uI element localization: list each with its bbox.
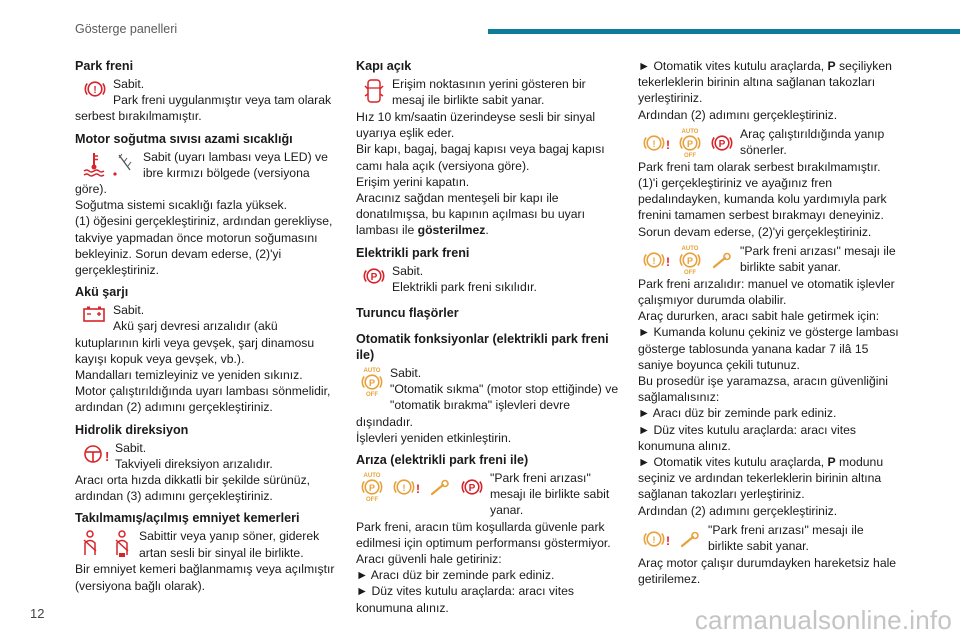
text-line: ► Düz vites kutulu araçlarda: aracı vites konumuna alınız. [638, 422, 856, 453]
section-title-kapi: Kapı açık [356, 59, 412, 73]
door-open-icon [362, 77, 386, 107]
text-line: Sabit. [390, 366, 422, 381]
svg-text:!: ! [652, 534, 656, 545]
svg-text:!: ! [402, 483, 406, 494]
text-line: Hız 10 km/saatin üzerindeyse sesli bir sinyal uyarıya eşlik eder. [356, 110, 596, 141]
emphasis-text: P [827, 455, 836, 470]
parking-brake-warning-icon [83, 77, 107, 101]
text-line: Elektrikli park freni sıkılıdır. [392, 279, 537, 294]
text-line: Sabit. [113, 77, 145, 91]
steering-wheel-warning-icon [81, 441, 109, 465]
text-line: Sabit. [115, 440, 147, 455]
brake-fault-amber-icon [642, 244, 670, 274]
header-accent-bar [488, 29, 960, 34]
text-line: ► Kumanda kolunu çekiniz ve gösterge lambası gösterge tablosunda yanana kadar 7 ilâ 15 saniye boyunca çekili tutunuz. [638, 325, 899, 372]
svg-text:!: ! [666, 254, 670, 269]
temperature-gauge-icon [111, 150, 137, 178]
brake-fault-amber-icon [392, 471, 420, 501]
text-line: Araç dururken, aracı sabit hale getirmek için: [638, 309, 880, 324]
svg-text:P: P [686, 138, 694, 149]
section-title-motor: Motor soğutma sıvısı azami sıcaklığı [75, 131, 293, 146]
electric-parking-brake-icon [710, 127, 734, 157]
seatbelt-icons [79, 529, 133, 559]
svg-text:P: P [468, 483, 476, 495]
off-label: OFF [684, 152, 696, 157]
text-line: Takviyeli direksiyon arızalıdır. [115, 456, 273, 471]
auto-label: AUTO [681, 245, 699, 252]
auto-label: AUTO [363, 368, 381, 375]
section-hidrolik [75, 440, 337, 505]
brake-fault-amber-icon [642, 127, 670, 157]
text-line: Aracı orta hızda dikkatli bir şekilde sürünüz, ardından (3) adımını gerçekleştiriniz. [75, 473, 311, 504]
text-line: Ardından (2) adımını gerçekleştiriniz. [638, 107, 838, 122]
brake-fault-amber-icon [642, 523, 670, 553]
off-label: OFF [684, 269, 696, 274]
section-title-turuncu: Turuncu flaşörler [356, 306, 459, 321]
text-line: Sabit (uyarı lambası veya LED) ve ibre kırmızı bölgede (versiyona göre). [75, 149, 328, 197]
text-line [356, 190, 620, 239]
wrench-icon [428, 471, 452, 501]
text-line: Motor çalıştırıldığında uyarı lambası sönmelidir, ardından (2) adımını gerçekleştiriniz. [75, 384, 331, 415]
text-fragment: ► Otomatik vites kutulu araçlarda, [638, 59, 828, 73]
text-line: Sabit. [392, 263, 424, 278]
text-line: Akü şarj devresi arızalıdır (akü kutuplarının kirli veya gevşek, şarj dinamosu kayışı kopuk veya gevşek, vb.). [75, 319, 315, 366]
text-fragment: Aracınız sağdan menteşeli bir kapı ile donatılmışsa, bu kapının açılması bu uyarı lambası ile [356, 191, 585, 238]
text-line: Sorun devam ederse, (2)'yi gerçekleştiriniz. [638, 224, 872, 239]
text-line: "Park freni arızası" mesajı ile birlikte sabit yanar. [708, 522, 864, 554]
section-title-park-freni: Park freni [75, 59, 134, 73]
auto-label: AUTO [363, 473, 381, 480]
section-park-freni [75, 76, 337, 125]
svg-text:P: P [368, 483, 376, 494]
text-line: Araç çalıştırıldığında yanıp sönerler. [740, 126, 885, 158]
text-fragment: ► Otomatik vites kutulu araçlarda, [638, 455, 828, 470]
text-line: Bir kapı, bagaj, bagaj kapısı veya bagaj kapısı camı hala açık (versiyona göre). [356, 142, 605, 173]
page-number: 12 [30, 606, 45, 621]
seatbelt-icon [79, 529, 101, 559]
text-line: Ardından (2) adımını gerçekleştiriniz. [638, 503, 838, 518]
seatbelt-passenger-icon [111, 529, 133, 559]
text-fragment: seçiliyken tekerleklerin birinin altına sağlanan takozları yerleştiriniz. [638, 59, 892, 106]
text-line: "Otomatik sıkma" (motor stop ettiğinde) ve "otomatik bırakma" işlevleri devre dışındadır. [356, 382, 619, 429]
svg-text:!: ! [666, 137, 670, 152]
section-ariza [356, 470, 620, 616]
svg-text:P: P [718, 138, 726, 150]
column-middle [356, 58, 620, 616]
svg-text:!: ! [416, 482, 420, 497]
text-fragment: . [485, 223, 489, 238]
text-line: Soğutma sistemi sıcaklığı fazla yüksek. [75, 198, 288, 213]
text-line: Aracı güvenli hale getiriniz: [356, 552, 502, 567]
svg-text:!: ! [105, 448, 109, 464]
svg-text:!: ! [666, 533, 670, 548]
text-line: ► Düz vites kutulu araçlarda: aracı vites konumuna alınız. [356, 584, 574, 615]
text-fragment: modunu seçiniz ve ardından tekerleklerin birinin altına sağlanan takozları yerleştiriniz. [638, 455, 884, 502]
auto-off-icon [360, 366, 384, 396]
column-right [638, 58, 902, 587]
fault-icons [642, 523, 702, 553]
text-line: Park freni uygulanmıştır veya tam olarak serbest bırakılmamıştır. [75, 93, 332, 124]
text-line: Bu prosedür işe yaramazsa, aracın güvenliğini sağlamalısınız: [638, 374, 888, 405]
text-line: Sabittir veya yanıp söner, giderek artan sesli bir sinyal ile birlikte. [139, 529, 320, 560]
text-line: Park freni, aracın tüm koşullarda güvenle park edilmesi için optimum performansı göstermiyor. [356, 519, 611, 550]
off-label: OFF [366, 392, 378, 397]
auto-off-icon [678, 244, 702, 274]
svg-text:P: P [686, 255, 694, 266]
coolant-temperature-icon [81, 150, 137, 178]
text-line: "Park freni arızası" mesajı ile birlikte sabit yanar. [490, 471, 610, 518]
section-motor [75, 149, 337, 279]
text-line: Park freni arızalıdır: manuel ve otomatik işlevler çalışmıyor durumda olabilir. [638, 276, 895, 308]
text-line: Araç motor çalışır durumdayken hareketsiz hale getirilemez. [638, 555, 897, 587]
section-title-elektrikli: Elektrikli park freni [356, 245, 470, 260]
section-kapi [356, 76, 620, 239]
auto-off-icon [360, 471, 384, 501]
svg-text:!: ! [652, 255, 656, 266]
auto-label: AUTO [681, 128, 699, 135]
emphasis-text: gösterilmez [417, 223, 486, 238]
text-line: Mandalları temizleyiniz ve yeniden sıkınız. [75, 368, 303, 383]
wrench-icon [710, 244, 734, 274]
text-line: Sabit. [113, 303, 145, 318]
section-title-aku: Akü şarjı [75, 285, 129, 300]
electric-parking-brake-icon [460, 471, 484, 501]
text-line: Bir emniyet kemeri bağlanmamış veya açılmıştır (versiyona bağlı olarak). [75, 562, 335, 593]
text-line: ► Aracı düz bir zeminde park ediniz. [356, 568, 555, 583]
emphasis-text: P [827, 59, 836, 73]
text-line: Erişim yerini kapatın. [356, 174, 470, 189]
text-line: ► Aracı düz bir zeminde park ediniz. [638, 406, 837, 421]
section-title-emniyet: Takılmamış/açılmış emniyet kemerleri [75, 511, 300, 526]
section-title-ariza: Arıza (elektrikli park freni ile) [356, 453, 529, 468]
text-line: İşlevleri yeniden etkinleştirin. [356, 430, 512, 445]
svg-text:!: ! [652, 138, 656, 149]
section-fault-message-2 [638, 522, 902, 554]
section-blink-icons [638, 126, 902, 175]
section-title-otomatik: Otomatik fonksiyonlar (elektrikli park freni ile) [356, 332, 609, 363]
svg-text:P: P [370, 271, 378, 283]
svg-text:!: ! [93, 85, 97, 96]
blinking-icons [642, 127, 734, 157]
text-line: Park freni tam olarak serbest bırakılmamıştır. [638, 159, 881, 174]
section-fault-message-1 [638, 243, 902, 275]
brake-fault-icons [360, 471, 484, 501]
section-emniyet [75, 528, 337, 593]
electric-parking-brake-icon [362, 264, 386, 288]
wrench-icon [678, 523, 702, 553]
section-elektrikli [356, 263, 620, 295]
text-line: Erişim noktasının yerini gösteren bir mesaj ile birlikte sabit yanar. [392, 77, 586, 108]
text-line [638, 454, 902, 503]
text-line: (1) öğesini gerçekleştiriniz, ardından gerekliyse, takviye yapmadan önce motorun soğumasını bekleyiniz. Sorun devam ederse, (2)'yi gerçekleştiriniz. [75, 214, 333, 278]
battery-icon [81, 303, 107, 325]
column-left [75, 58, 337, 594]
fault-icons [642, 244, 734, 274]
watermark-text: carmanualsonline.info [694, 605, 952, 635]
svg-text:P: P [368, 378, 376, 389]
text-line: (1)'i gerçekleştiriniz ve ayağınız fren pedalındayken, kumanda kolu yardımıyla park frenini tamamen serbest bırakmayı deneyiniz. [638, 176, 887, 223]
text-line: "Park freni arızası" mesajı ile birlikte sabit yanar. [740, 243, 896, 275]
off-label: OFF [366, 497, 378, 502]
page-header-title: Gösterge panelleri [75, 22, 178, 36]
text-line [638, 58, 902, 107]
section-aku [75, 302, 337, 415]
section-otomatik [356, 365, 620, 446]
section-title-hidrolik: Hidrolik direksiyon [75, 422, 189, 437]
auto-off-icon [678, 127, 702, 157]
